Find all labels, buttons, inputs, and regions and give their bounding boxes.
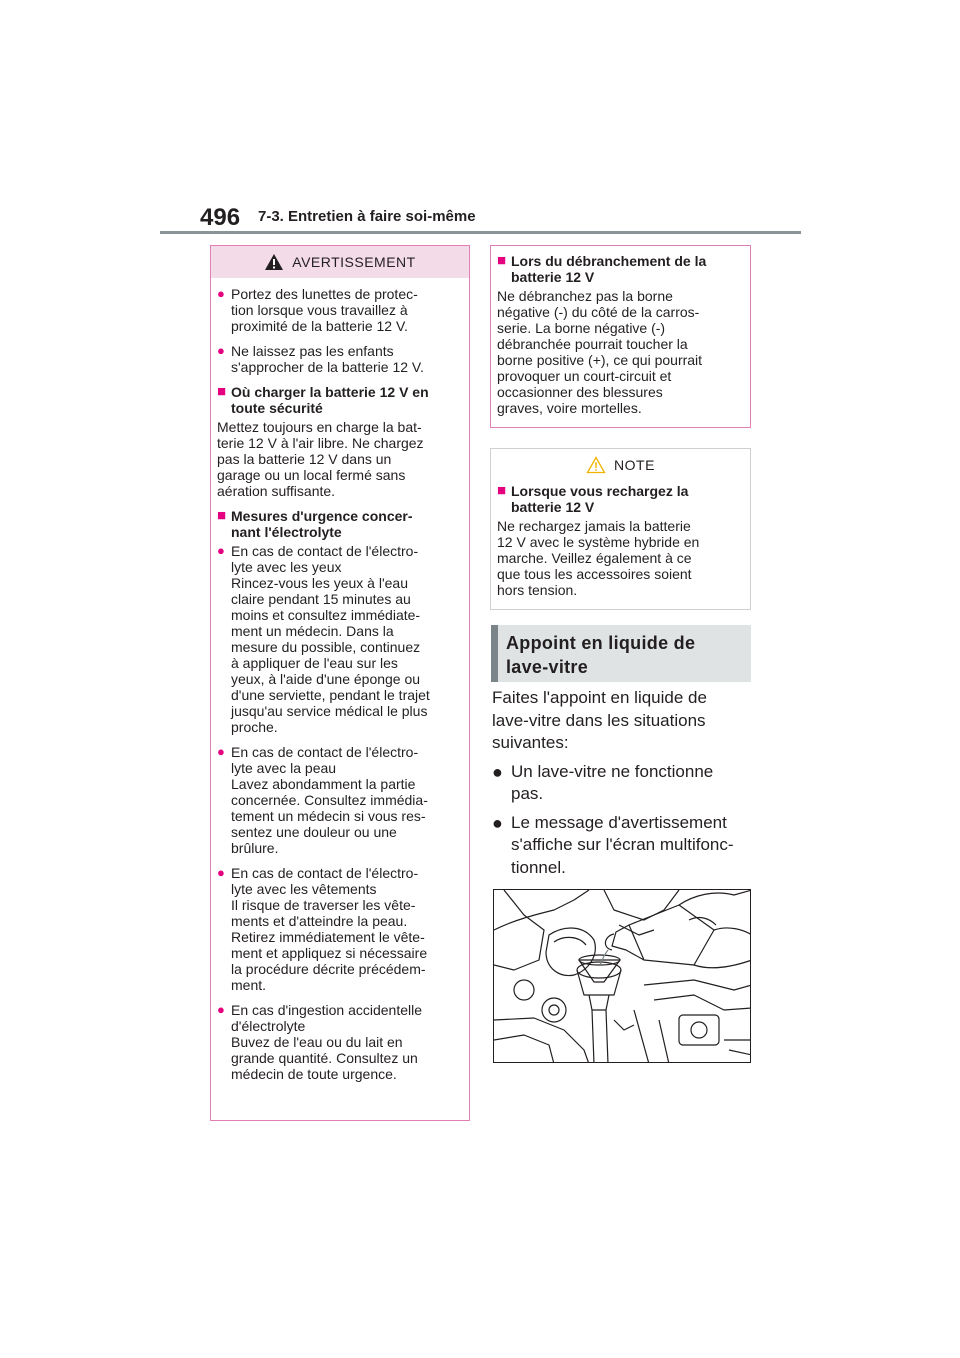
square-bullet-icon: ■ xyxy=(497,252,507,269)
section-body xyxy=(492,687,762,885)
subsection-heading: ■ Lorsque vous rechargez la batterie 12 V xyxy=(497,482,689,515)
bullet-dot-icon: ● xyxy=(217,1002,225,1017)
note-heading: NOTE xyxy=(614,457,655,473)
warning-bullet: ● Portez des lunettes de protec- tion lorsque vous travaillez à proximité de la batterie 12 V. xyxy=(217,286,418,334)
subsection-heading: ■ Mesures d'urgence concer- nant l'électrolyte xyxy=(217,507,413,540)
subsection-heading: ■ Lors du débranchement de la batterie 12 V xyxy=(497,252,707,285)
electrolyte-bullet: ● En cas d'ingestion accidentelle d'électrolyte Buvez de l'eau ou du lait en grande quantité. Consultez un médecin de toute urgence. xyxy=(217,1002,423,1082)
warning-bullet: ● Ne laissez pas les enfants s'approcher de la batterie 12 V. xyxy=(217,343,424,375)
page-number: 496 xyxy=(200,204,241,231)
bullet-dot-icon: ● xyxy=(217,744,225,759)
warning-box-continued xyxy=(490,245,751,428)
subsection-text: Ne débranchez pas la borne négative (-) du côté de la carros- serie. La borne négative (-) débranchée pourrait toucher la borne positive (+), ce qui pourrait provoquer un court-circuit et occasionner des blessures graves, voire mortelles. xyxy=(497,288,703,416)
note-box xyxy=(490,448,751,610)
electrolyte-bullet: ● En cas de contact de l'électro- lyte avec les yeux Rincez-vous les yeux à l'eau claire pendant 15 minutes au moins et consultez immédiate- ment un médecin. Dans la mesure du possible, continuez à appliquer de l'eau sur les yeux, à l'aide d'une éponge ou d'une serviette, pendant le trajet jusqu'au service médical le plus proche. xyxy=(217,543,430,735)
bullet-dot-icon: ● xyxy=(217,543,225,558)
square-bullet-icon: ■ xyxy=(217,507,227,524)
washer-fluid-illustration xyxy=(493,889,751,1063)
square-bullet-icon: ■ xyxy=(497,482,507,499)
bullet-dot-icon: ● xyxy=(217,286,225,301)
section-title: 7-3. Entretien à faire soi-même xyxy=(258,208,476,225)
electrolyte-bullet: ● En cas de contact de l'électro- lyte avec les vêtements Il risque de traverser les vête- ments et d'atteindre la peau. Retirez immédiatement le vête- ment et appliquez si nécessaire la procédure décrite précédem- ment. xyxy=(217,865,428,993)
section-bullet: ● Le message d'avertissement s'affiche sur l'écran multifonc- tionnel. xyxy=(492,812,762,880)
section-intro: Faites l'appoint en liquide de lave-vitre dans les situations suivantes: xyxy=(492,688,707,752)
subsection-heading: ■ Où charger la batterie 12 V en toute sécurité xyxy=(217,383,429,416)
subsection-text: Mettez toujours en charge la bat- terie 12 V à l'air libre. Ne chargez pas la batterie 12 V dans un garage ou un local fermé sans aération suffisante. xyxy=(217,419,424,499)
warning-heading: AVERTISSEMENT xyxy=(292,254,416,270)
header-rule xyxy=(160,231,801,234)
warning-box xyxy=(210,245,470,1121)
section-bullet: ● Un lave-vitre ne fonctionne pas. xyxy=(492,761,762,806)
page-header xyxy=(200,200,800,240)
bullet-dot-icon: ● xyxy=(217,865,225,880)
subsection-text: Ne rechargez jamais la batterie 12 V avec le système hybride en marche. Veillez également à ce que tous les accessoires soient hors tension. xyxy=(497,518,700,598)
note-box-header xyxy=(491,449,750,481)
engine-bay-drawing xyxy=(494,890,751,1063)
bullet-dot-icon: ● xyxy=(492,812,503,833)
warning-box-header xyxy=(211,246,469,278)
square-bullet-icon: ■ xyxy=(217,383,227,400)
section-heading: Appoint en liquide de lave-vitre xyxy=(491,625,751,682)
bullet-dot-icon: ● xyxy=(492,761,503,782)
warning-triangle-icon xyxy=(264,253,284,271)
caution-triangle-icon xyxy=(586,456,606,474)
electrolyte-bullet: ● En cas de contact de l'électro- lyte avec la peau Lavez abondamment la partie concernée. Consultez immédia- tement un médecin si vous res- sentez une douleur ou une brûlure. xyxy=(217,744,428,856)
bullet-dot-icon: ● xyxy=(217,343,225,358)
